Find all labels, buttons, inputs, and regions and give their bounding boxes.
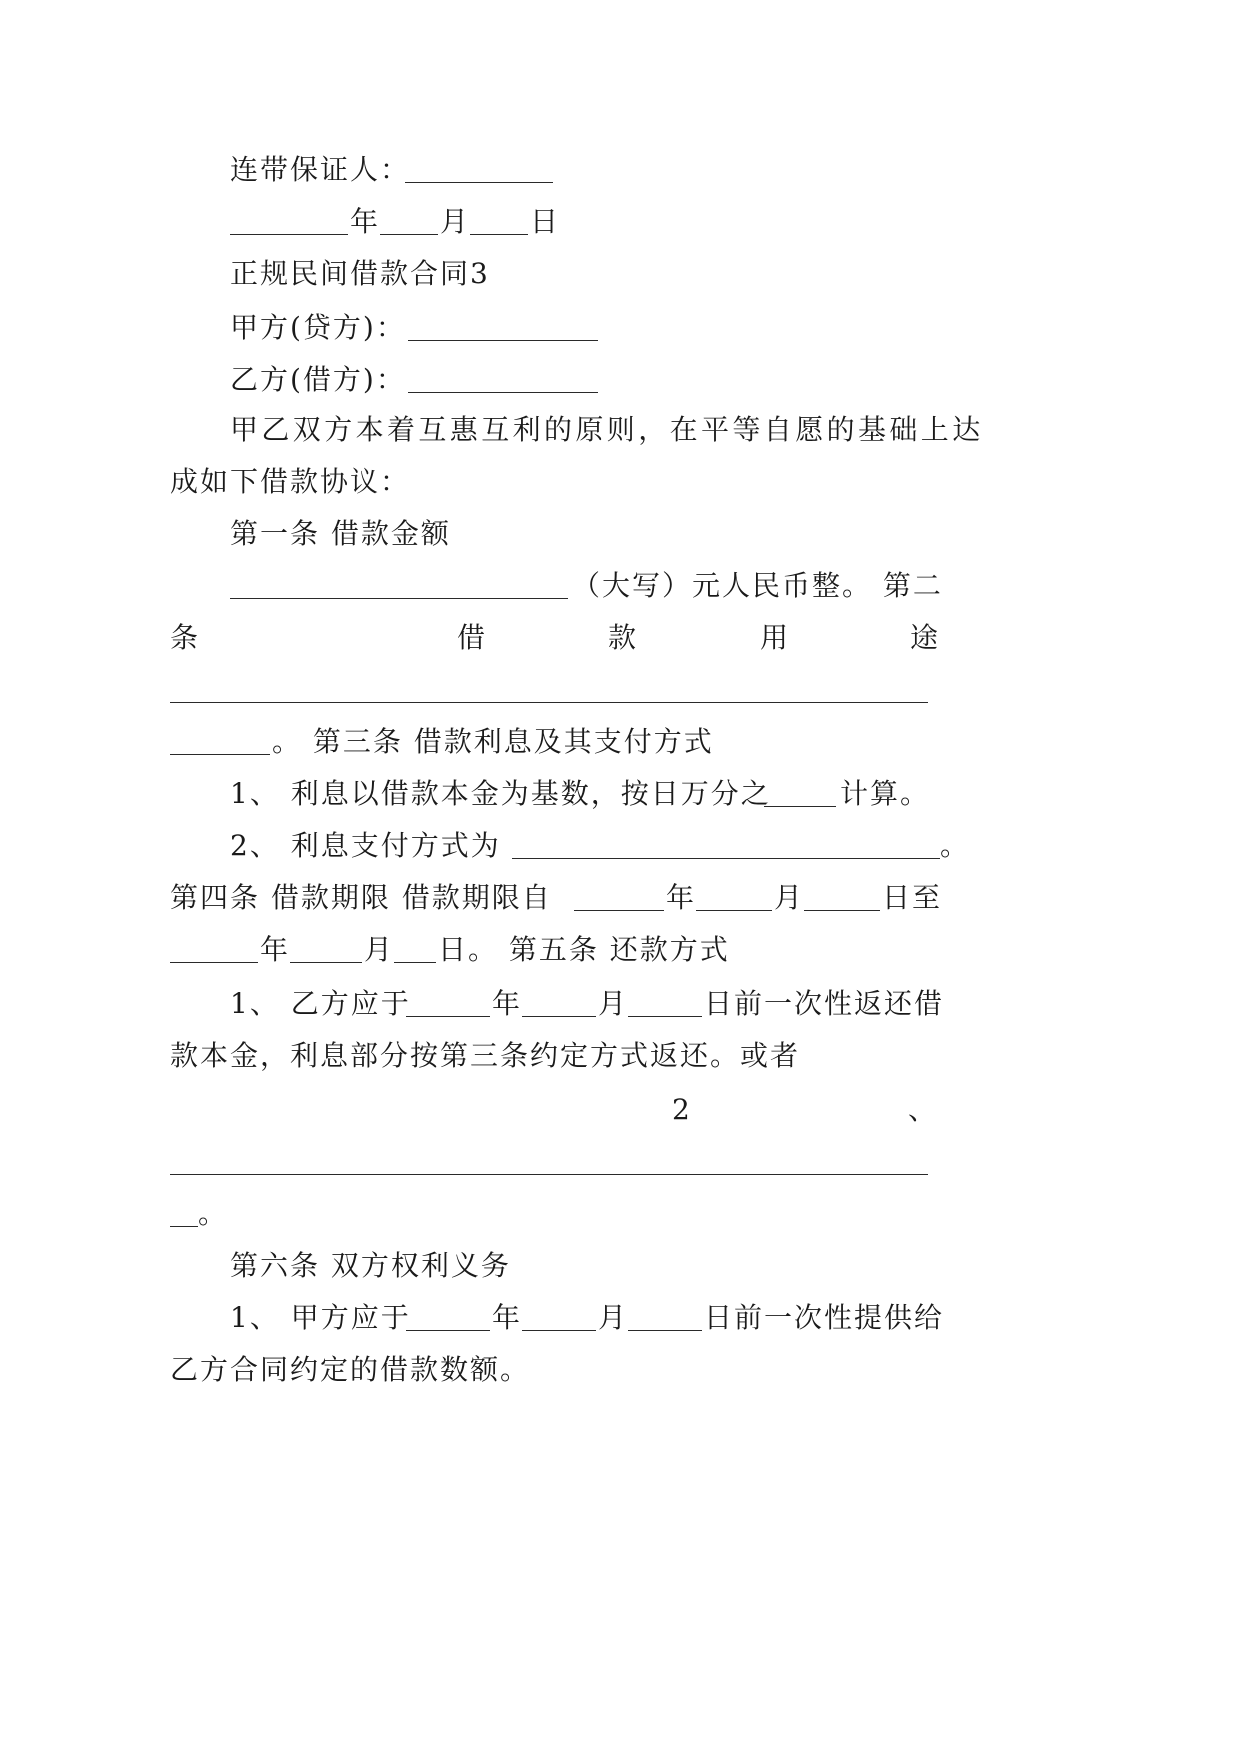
repayment-2-end-line <box>0 1194 1241 1234</box>
interest-payment-line <box>0 826 1241 866</box>
repayment-2-blank-line <box>0 1142 1241 1182</box>
repayment-2-separator: 、 <box>908 1093 939 1126</box>
repay-year-label: 年 <box>492 987 523 1020</box>
interest-payment-blank <box>512 858 940 859</box>
month-label: 月 <box>440 205 471 238</box>
article-3-heading: 。 第三条 借款利息及其支付方式 <box>272 725 714 758</box>
interest-payment-end: 。 <box>940 829 971 862</box>
start-month-blank <box>696 910 772 911</box>
repay-month-label: 月 <box>598 987 629 1020</box>
interest-rate-unit: 计算。 <box>840 777 931 810</box>
provide-day-blank <box>628 1330 702 1331</box>
provide-month-blank <box>522 1330 596 1331</box>
end-month-label: 月 <box>364 933 395 966</box>
start-year-blank <box>574 910 664 911</box>
preamble-line-1 <box>0 410 1241 450</box>
interest-payment-text: 2、 利息支付方式为 <box>230 829 501 862</box>
repayment-1-text: 1、 乙方应于 <box>230 987 411 1020</box>
loan-purpose-blank-line <box>0 670 1241 710</box>
party-a-blank <box>408 340 598 341</box>
obligation-1-line-2 <box>0 1350 1241 1390</box>
preamble-text-2: 成如下借款协议： <box>170 465 411 498</box>
start-year-label: 年 <box>666 881 697 914</box>
article-3-heading-line <box>0 722 1241 762</box>
guarantor-line <box>0 150 1241 190</box>
repay-year-blank <box>406 1016 490 1017</box>
provide-year-blank <box>406 1330 490 1331</box>
obligation-1-text-2: 乙方合同约定的借款数额。 <box>170 1353 531 1386</box>
start-day-label: 日至 <box>882 881 943 914</box>
start-day-blank <box>804 910 880 911</box>
party-a-line <box>0 308 1241 348</box>
contract-title: 正规民间借款合同3 <box>230 257 490 290</box>
preamble-text-1: 甲乙双方本着互惠互利的原则，在平等自愿的基础上达 <box>230 413 984 446</box>
loan-amount-blank <box>230 598 568 599</box>
loan-amount-line <box>0 566 1241 606</box>
start-month-label: 月 <box>774 881 805 914</box>
end-year-blank <box>170 962 258 963</box>
repayment-2-number: 2 <box>672 1093 692 1126</box>
party-b-label: 乙方(借方)： <box>230 363 406 396</box>
repay-month-blank <box>522 1016 596 1017</box>
guarantor-blank <box>405 182 553 183</box>
provide-day-text: 日前一次性提供给 <box>704 1301 945 1334</box>
guarantor-label: 连带保证人： <box>230 153 411 186</box>
year-blank <box>230 234 348 235</box>
interest-rate-text: 1、 利息以借款本金为基数，按日万分之 <box>230 777 771 810</box>
obligation-1-text: 1、 甲方应于 <box>230 1301 411 1334</box>
repayment-1-line <box>0 984 1241 1024</box>
loan-purpose-blank-end <box>170 754 270 755</box>
repayment-2-blank-end <box>170 1226 198 1227</box>
year-label: 年 <box>350 205 381 238</box>
article-1-heading: 第一条 借款金额 <box>230 517 451 550</box>
repay-day-text: 日前一次性返还借 <box>704 987 945 1020</box>
loan-amount-text: （大写）元人民币整。 第二 <box>572 569 943 602</box>
day-label: 日 <box>530 205 561 238</box>
end-year-label: 年 <box>260 933 291 966</box>
interest-rate-blank <box>764 806 836 807</box>
article-5-heading: 日。 第五条 还款方式 <box>438 933 730 966</box>
article-6-heading-line <box>0 1246 1241 1286</box>
end-day-blank <box>394 962 436 963</box>
article-6-heading: 第六条 双方权利义务 <box>230 1249 511 1282</box>
obligation-1-line <box>0 1298 1241 1338</box>
repay-day-blank <box>628 1016 702 1017</box>
interest-rate-line <box>0 774 1241 814</box>
preamble-line-2 <box>0 462 1241 502</box>
article-4-text: 第四条 借款期限 借款期限自 <box>170 881 552 914</box>
article-2-char-3: 款 <box>608 621 639 654</box>
party-b-blank <box>408 392 598 393</box>
article-2-char-5: 途 <box>910 621 941 654</box>
repayment-2-line <box>0 1090 1241 1130</box>
repayment-1-text-2: 款本金，利息部分按第三条约定方式返还。或者 <box>170 1039 801 1072</box>
article-4-line <box>0 878 1241 918</box>
loan-end-date-line <box>0 930 1241 970</box>
article-2-char-1: 条 <box>170 621 201 654</box>
article-2-char-4: 用 <box>760 621 791 654</box>
article-1-heading-line <box>0 514 1241 554</box>
repayment-1-line-2 <box>0 1036 1241 1076</box>
party-b-line <box>0 360 1241 400</box>
repayment-2-blank <box>170 1174 928 1175</box>
party-a-label: 甲方(贷方)： <box>230 311 406 344</box>
signature-date-line <box>0 202 1241 242</box>
provide-year-label: 年 <box>492 1301 523 1334</box>
loan-purpose-blank <box>170 702 928 703</box>
month-blank <box>380 234 438 235</box>
article-2-heading-line <box>0 618 1241 658</box>
article-2-char-2: 借 <box>457 621 488 654</box>
day-blank <box>470 234 528 235</box>
contract-title-line <box>0 254 1241 294</box>
end-month-blank <box>290 962 362 963</box>
provide-month-label: 月 <box>598 1301 629 1334</box>
repayment-2-end: 。 <box>198 1197 229 1230</box>
